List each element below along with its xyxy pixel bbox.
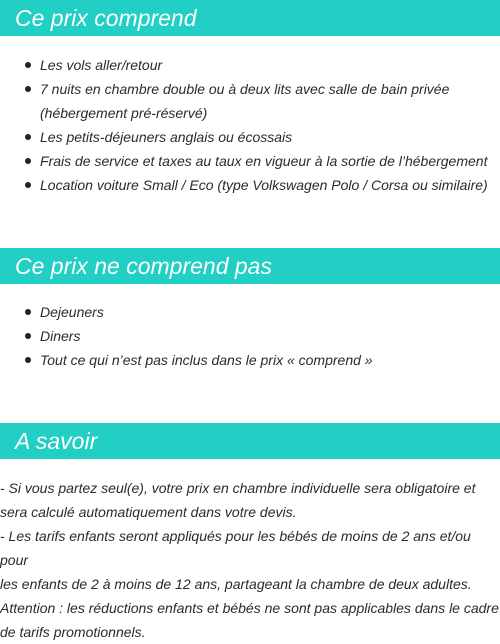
- info-line: Attention : les réductions enfants et bébés ne sont pas applicables dans le cadre: [0, 600, 499, 616]
- bullet-icon: [25, 309, 31, 315]
- section-header-info: A savoir: [0, 423, 500, 459]
- bullet-icon: [25, 62, 31, 68]
- bullet-icon: [25, 158, 31, 164]
- list-item-continuation: (hébergement pré-réservé): [40, 105, 208, 121]
- list-item: Tout ce qui n’est pas inclus dans le prix « comprend »: [0, 348, 500, 372]
- list-item: Dejeuners: [0, 300, 500, 324]
- info-line: - Si vous partez seul(e), votre prix en chambre individuelle sera obligatoire et: [0, 480, 476, 496]
- list-item: Les vols aller/retour: [0, 53, 500, 77]
- info-line: les enfants de 2 à moins de 12 ans, partageant la chambre de deux adultes.: [0, 576, 472, 592]
- bullet-icon: [25, 333, 31, 339]
- list-item: Location voiture Small / Eco (type Volkswagen Polo / Corsa ou similaire): [0, 173, 500, 197]
- list-item: Diners: [0, 324, 500, 348]
- included-list: [0, 53, 500, 197]
- list-item: Les petits-déjeuners anglais ou écossais: [0, 125, 500, 149]
- bullet-icon: [25, 182, 31, 188]
- excluded-list: [0, 300, 500, 372]
- info-line: - Les tarifs enfants seront appliqués pour les bébés de moins de 2 ans et/ou pour: [0, 528, 471, 568]
- info-line: sera calculé automatiquement dans votre devis.: [0, 504, 297, 520]
- list-item: Frais de service et taxes au taux en vigueur à la sortie de l’hébergement: [0, 149, 500, 173]
- section-header-excluded: Ce prix ne comprend pas: [0, 248, 500, 284]
- list-item: 7 nuits en chambre double ou à deux lits avec salle de bain privée: [0, 77, 500, 101]
- section-header-included: Ce prix comprend: [0, 0, 500, 36]
- info-text: [0, 476, 500, 644]
- bullet-icon: [25, 86, 31, 92]
- bullet-icon: [25, 357, 31, 363]
- bullet-icon: [25, 134, 31, 140]
- info-line: de tarifs promotionnels.: [0, 624, 146, 640]
